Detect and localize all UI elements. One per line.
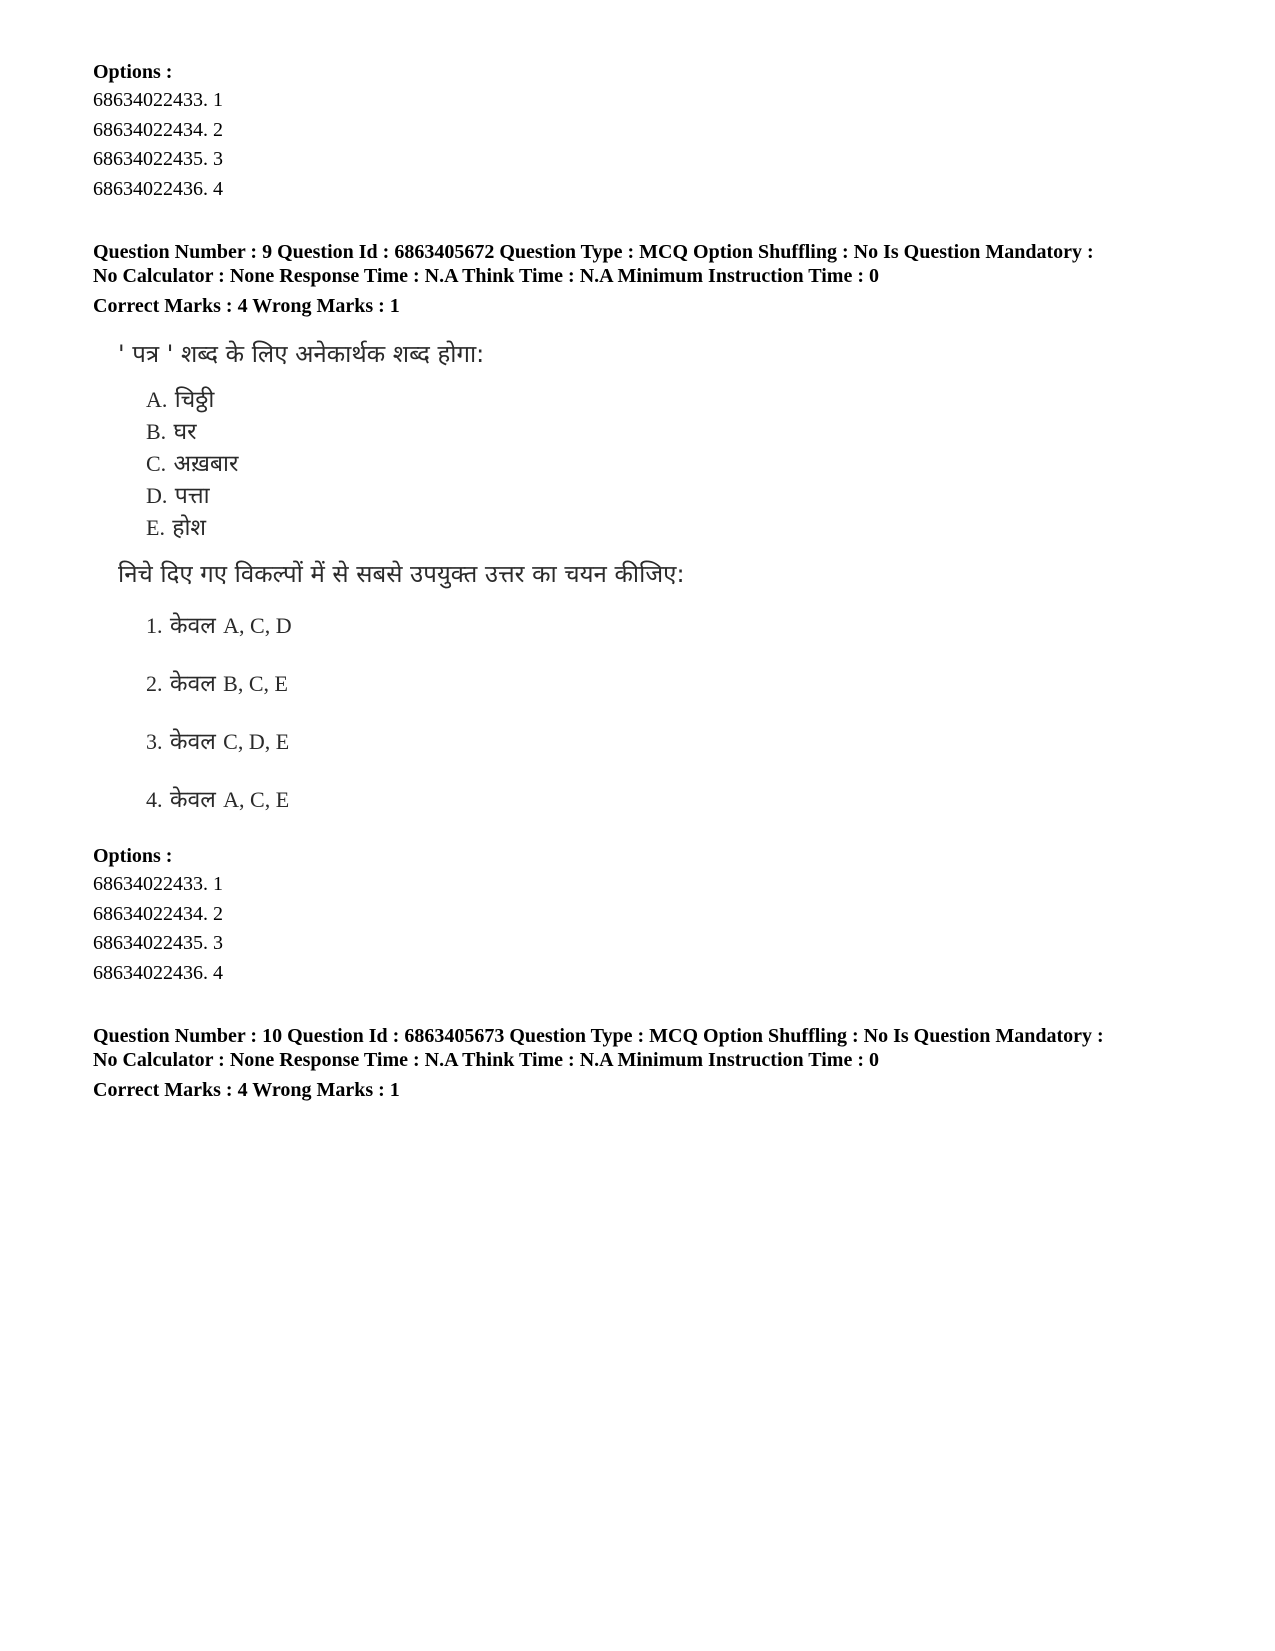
question-10: [93, 1024, 1203, 1104]
question-choice-3: 3. केवल C, D, E: [146, 729, 290, 755]
question-header-line2: No Calculator : None Response Time : N.A Think Time : N.A Minimum Instruction Time : 0: [93, 1049, 879, 1071]
question-item-a: A. चिठ्ठी: [146, 387, 215, 413]
question-9: [93, 240, 1203, 988]
question-item-c: C. अख़बार: [146, 451, 239, 477]
question-choice-2: 2. केवल B, C, E: [146, 671, 288, 697]
question-item-d: D. पत्ता: [146, 483, 210, 509]
question-item-e: E. होश: [146, 515, 207, 541]
option-line: 68634022436. 4: [93, 177, 223, 200]
question-item-b: B. घर: [146, 419, 197, 445]
option-line: 68634022436. 4: [93, 961, 223, 984]
option-line: 68634022435. 3: [93, 148, 223, 170]
question-instruction: निचे दिए गए विकल्पों में से सबसे उपयुक्त उत्तर का चयन कीजिए:: [118, 560, 685, 588]
options-label: Options :: [93, 61, 173, 83]
question-marks: Correct Marks : 4 Wrong Marks : 1: [93, 295, 400, 317]
question-header-line1: Question Number : 9 Question Id : 6863405672 Question Type : MCQ Option Shuffling : No Is Question Mandatory :: [93, 241, 1094, 263]
option-line: 68634022435. 3: [93, 932, 223, 954]
top-options-block: [93, 58, 1203, 204]
question-header-line1: Question Number : 10 Question Id : 6863405673 Question Type : MCQ Option Shuffling : No Is Question Mandatory :: [93, 1025, 1104, 1047]
question-choice-4: 4. केवल A, C, E: [146, 787, 290, 813]
option-line: 68634022434. 2: [93, 118, 223, 141]
document-page: [93, 58, 1203, 1104]
option-line: 68634022433. 1: [93, 89, 223, 111]
question-items: [146, 384, 1203, 544]
question-marks: Correct Marks : 4 Wrong Marks : 1: [93, 1079, 400, 1101]
question-header-line2: No Calculator : None Response Time : N.A Think Time : N.A Minimum Instruction Time : 0: [93, 265, 879, 287]
question-9-options: [93, 842, 1203, 988]
option-line: 68634022433. 1: [93, 873, 223, 895]
question-image: [118, 338, 1203, 816]
options-label: Options :: [93, 845, 173, 867]
question-stem: ' पत्र ' शब्द के लिए अनेकार्थक शब्द होगा:: [118, 340, 485, 368]
question-choice-1: 1. केवल A, C, D: [146, 613, 292, 639]
option-line: 68634022434. 2: [93, 902, 223, 925]
